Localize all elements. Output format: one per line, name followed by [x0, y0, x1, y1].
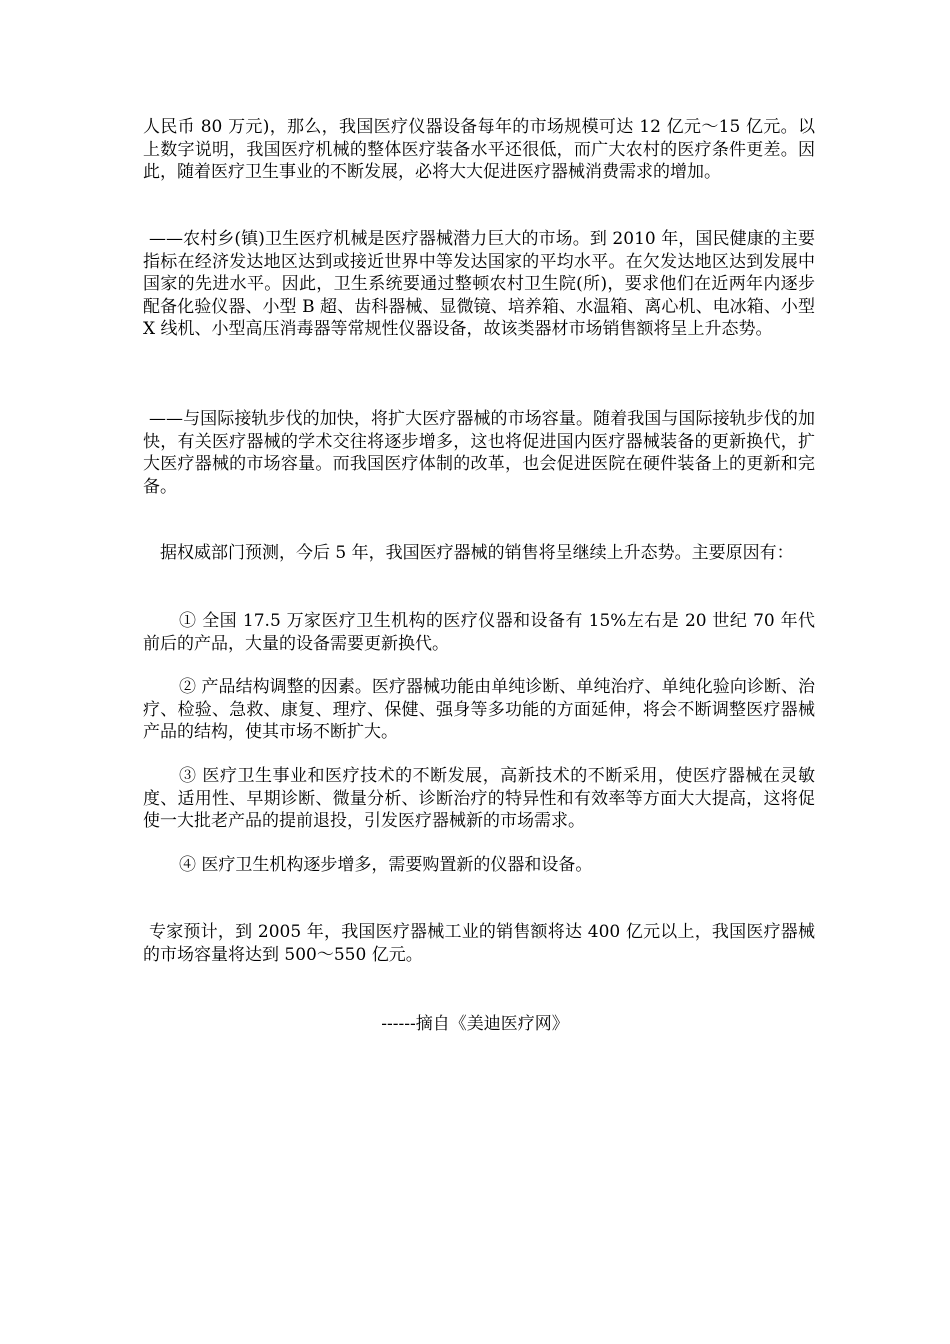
source-attribution: ------摘自《美迪医疗网》 [381, 1014, 569, 1034]
paragraph-international: ——与国际接轨步伐的加快，将扩大医疗器械的市场容量。随着我国与国际接轨步伐的加快，有关医疗器械的学术交往将逐步增多，这也将促进国内医疗器械装备的更新换代，扩大医疗器械的市场容量。而我国医疗体制的改革，也会促进医院在硬件装备上的更新和完备。 [143, 409, 815, 497]
paragraph-forecast: 据权威部门预测，今后 5 年，我国医疗器械的销售将呈继续上升态势。主要原因有： [160, 543, 794, 563]
paragraph-market-scale: 人民币 80 万元)，那么，我国医疗仪器设备每年的市场规模可达 12 亿元～15 亿元。以上数字说明，我国医疗机械的整体医疗装备水平还很低，而广大农村的医疗条件更差。因此，随着医疗卫生事业的不断发展，必将大大促进医疗器械消费需求的增加。 [143, 117, 815, 182]
list-item-reason-1: ① 全国 17.5 万家医疗卫生机构的医疗仪器和设备有 15%左右是 20 世纪 70 年代前后的产品，大量的设备需要更新换代。 [143, 611, 815, 654]
paragraph-expert-forecast: 专家预计，到 2005 年，我国医疗器械工业的销售额将达 400 亿元以上，我国医疗器械的市场容量将达到 500～550 亿元。 [143, 922, 815, 965]
list-item-reason-2: ② 产品结构调整的因素。医疗器械功能由单纯诊断、单纯治疗、单纯化验向诊断、治疗、检验、急救、康复、理疗、保健、强身等多功能的方面延伸，将会不断调整医疗器械产品的结构，使其市场不断扩大。 [143, 677, 815, 742]
paragraph-rural-market: ——农村乡(镇)卫生医疗机械是医疗器械潜力巨大的市场。到 2010 年，国民健康的主要指标在经济发达地区达到或接近世界中等发达国家的平均水平。在欠发达地区达到发展中国家的先进水平。因此，卫生系统要通过整顿农村卫生院(所)，要求他们在近两年内逐步配备化验仪器、小型 B 超、齿科器械、显微镜、培养箱、水温箱、离心机、电冰箱、小型 X 线机、小型高压消毒器等常规性仪器设备，故该类器材市场销售额将呈上升态势。 [143, 229, 815, 339]
list-item-reason-4: ④ 医疗卫生机构逐步增多，需要购置新的仪器和设备。 [179, 855, 593, 875]
list-item-reason-3: ③ 医疗卫生事业和医疗技术的不断发展，高新技术的不断采用，使医疗器械在灵敏度、适用性、早期诊断、微量分析、诊断治疗的特异性和有效率等方面大大提高，这将促使一大批老产品的提前退投，引发医疗器械新的市场需求。 [143, 766, 815, 831]
